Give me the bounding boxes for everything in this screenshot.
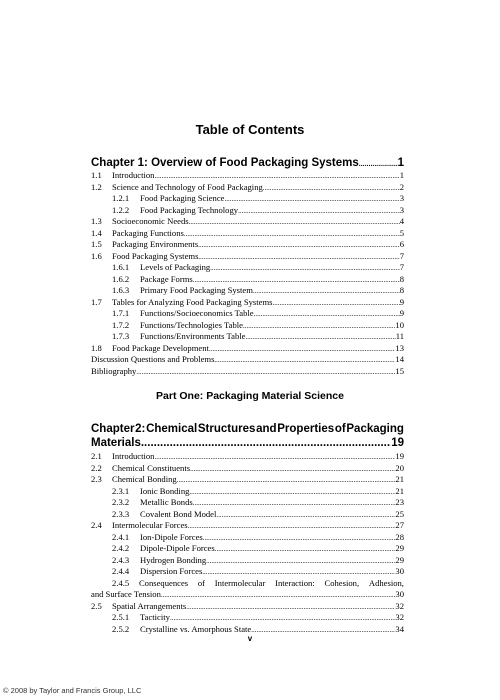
entry-title: Tacticity [140,612,170,622]
entry-number: 2.5 [91,600,102,611]
chapter-title-line [91,422,404,436]
toc-entry [91,193,404,205]
toc-entry [91,354,404,366]
toc-title: Table of Contents [195,122,305,137]
dot-leader [198,240,400,252]
entry-title: Chemical Bonding [112,474,177,484]
page-ref: 6 [399,239,404,249]
entry-title: Tables for Analyzing Food Packaging Systems [112,296,273,307]
page-ref: 21 [395,485,404,496]
entry-number: 1.3 [91,216,102,226]
entry-number: 1.2 [91,181,102,192]
dot-leader [263,183,400,195]
entry-number: 2.3.3 [112,508,130,519]
entry-number: 2.4.1 [112,531,130,542]
toc-entry [91,520,404,532]
toc-entry [91,320,404,332]
toc-entry [91,532,404,544]
entry-title: Socioeconomic Needs [112,216,189,226]
title-word: Adhesion, [368,577,404,588]
entry-title: Packaging Functions [112,227,184,238]
page-ref: 14 [395,354,404,364]
entry-number: 2.4.5 [112,577,130,588]
copyright-notice: © 2008 by Taylor and Francis Group, LLC [3,686,142,695]
toc-entry [91,555,404,567]
page-ref: 34 [395,623,404,634]
entry-title: Packaging Environments [112,239,199,249]
dot-leader [198,252,399,264]
toc-entry [91,474,404,486]
entry-number: 2.5.1 [112,612,130,622]
page-ref: 10 [395,319,404,330]
dot-leader [245,332,395,344]
page-ref: 32 [395,612,404,622]
entry-number: 1.7 [91,296,102,307]
entry-title: Package Forms [140,273,193,284]
page-number: v [247,634,253,643]
entry-number: 1.6.2 [112,273,130,284]
entry-title: Food Packaging Science [140,193,225,203]
entry-title: Functions/Environments Table [140,331,246,341]
toc-entry [91,239,404,251]
entry-number: 1.7.3 [112,331,130,341]
entry-title-cont: and Surface Tension [91,589,161,599]
title-word: Interaction: [275,577,315,588]
entry-number: 2.1 [91,451,102,461]
page-ref: 11 [395,331,404,341]
entry-number: 2.4.3 [112,554,130,565]
entry-title: Metallic Bonds [140,497,193,507]
chapter-2-entries [91,451,404,635]
page-ref: 27 [395,520,404,530]
page-ref: 3 [399,204,404,215]
title-word: Consequences [138,577,189,588]
title-word: 2: [135,423,146,435]
page-ref: 20 [395,462,404,473]
toc-entry-wrapped [91,578,404,601]
page-ref: 29 [395,554,404,565]
dot-leader [136,367,395,379]
entry-title: Levels of Packaging [140,262,211,272]
dot-leader [189,217,400,229]
entry-title: Food Packaging Systems [112,250,199,261]
toc-entry [91,251,404,263]
page-ref: 29 [395,543,404,553]
chapter-2-heading [91,422,404,450]
dot-leader [243,321,395,333]
dot-leader [186,602,395,614]
dot-leader [225,194,400,206]
dot-leader [141,436,391,450]
entry-title: Introduction [112,451,155,461]
entry-title: Food Packaging Technology [140,204,239,215]
toc-entry [91,543,404,555]
page-ref: 15 [395,365,404,376]
dot-leader [214,355,395,367]
toc-entry [91,451,404,463]
toc-entry [91,463,404,475]
entry-number: 1.1 [91,170,102,180]
title-word: Intermolecular [214,577,266,588]
toc-entry [91,612,404,624]
page-ref: 30 [395,589,404,599]
chapter-title-cont: Materials [91,437,141,449]
page-ref: 25 [395,508,404,519]
dot-leader [209,344,396,356]
toc-entry [91,228,404,240]
title-word: and [256,423,277,435]
entry-title: Chemical Constituents [112,462,191,473]
page-ref: 21 [395,474,404,484]
page-ref: 28 [395,531,404,542]
page-ref: 7 [399,250,404,261]
page-ref: 32 [395,600,404,611]
page-ref: 4 [399,216,404,226]
page-ref: 19 [391,437,404,449]
dot-leader [238,206,400,218]
toc-entry [91,509,404,521]
entry-number: 1.6.3 [112,285,130,295]
dot-leader [161,590,396,602]
entry-number: 2.4.2 [112,543,130,553]
entry-number: 1.6 [91,250,102,261]
page-ref: 9 [399,296,404,307]
entry-number: 1.5 [91,239,102,249]
page-ref: 9 [399,308,404,318]
toc-entry [91,331,404,343]
page-ref: 7 [399,262,404,272]
page-ref: 1 [397,157,404,169]
entry-number: 1.4 [91,227,102,238]
title-word: Chemical [146,423,198,435]
page-ref: 30 [395,566,404,576]
entry-title: Dispersion Forces [140,566,203,576]
dot-leader [254,309,400,321]
entry-title: Intermolecular Forces [112,520,188,530]
entry-number: 1.6.1 [112,262,130,272]
toc-entry [91,262,404,274]
page-ref: 23 [395,497,404,507]
dot-leader [203,533,396,545]
page-ref: 8 [399,285,404,295]
entry-title: Ion-Dipole Forces [140,531,203,542]
entry-title: Crystalline vs. Amorphous State [140,623,252,634]
title-word: Cohesion, [324,577,360,588]
entry-title: Bibliography [91,365,137,376]
entry-title: Ionic Bonding [140,485,190,496]
chapter-title: Chapter 1: Overview of Food Packaging Systems [91,157,359,169]
dot-leader [184,229,400,241]
title-word: of [197,577,206,588]
entry-title: Hydrogen Bonding [140,554,207,565]
page-ref: 13 [395,342,404,353]
entry-number: 2.5.2 [112,623,130,634]
dot-leader [210,263,400,275]
title-word: of [334,423,346,435]
dot-leader [154,452,395,464]
title-word: Chapter [91,423,135,435]
toc-entry [91,601,404,613]
toc-entry [91,343,404,355]
dot-leader [177,475,396,487]
toc-entry [91,216,404,228]
entry-number: 1.8 [91,342,102,353]
entry-number: 2.4.4 [112,566,130,576]
page-ref: 1 [399,170,404,180]
entry-title: Food Package Development [112,342,209,353]
entry-number: 1.7.2 [112,319,130,330]
title-word: Properties [277,423,335,435]
dot-leader [188,521,396,533]
page-ref: 3 [399,193,404,203]
title-word: Packaging [346,423,404,435]
dot-leader [189,487,395,499]
entry-title: Discussion Questions and Problems [91,354,215,364]
dot-leader [215,544,396,556]
dot-leader [193,498,396,510]
toc-entry [91,170,404,182]
dot-leader [216,510,395,522]
entry-number: 2.3.2 [112,497,130,507]
entry-number: 2.3 [91,474,102,484]
toc-entry [91,274,404,286]
toc-entry [91,497,404,509]
entry-title: Dipole-Dipole Forces [140,543,215,553]
entry-title: Science and Technology of Food Packaging [112,181,263,192]
dot-leader [190,464,395,476]
toc-entry [91,486,404,498]
toc-entry [91,205,404,217]
page-ref: 5 [399,227,404,238]
entry-title: Introduction [112,170,155,180]
toc-entry [91,297,404,309]
entry-title: Functions/Technologies Table [140,319,243,330]
page-ref: 19 [395,451,404,461]
entry-number: 2.3.1 [112,485,130,496]
chapter-1-entries [91,170,404,377]
entry-number: 2.4 [91,520,102,530]
entry-title: Spatial Arrangements [112,600,187,611]
toc-entry [91,308,404,320]
entry-title: Primary Food Packaging System [140,285,253,295]
dot-leader [206,556,395,568]
toc-entry [91,182,404,194]
entry-number: 1.2.1 [112,193,130,203]
dot-leader [273,298,400,310]
page-ref: 2 [399,181,404,192]
toc-entry [91,285,404,297]
part-title: Part One: Packaging Material Science [156,390,344,402]
title-word: Structures [197,423,256,435]
entry-number: 1.7.1 [112,308,130,318]
page-ref: 8 [399,273,404,284]
entry-title: Functions/Socioeconomics Table [140,308,254,318]
dot-leader [253,286,400,298]
toc-entry [91,566,404,578]
entry-number: 2.2 [91,462,102,473]
toc-entry [91,366,404,378]
entry-title: Covalent Bond Model [140,508,217,519]
entry-number: 1.2.2 [112,204,130,215]
